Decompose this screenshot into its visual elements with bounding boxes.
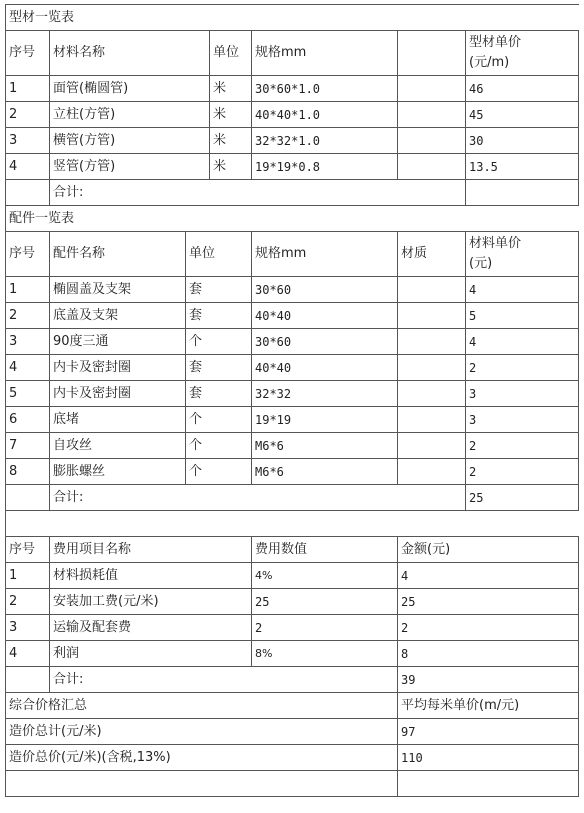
table-row <box>6 641 579 667</box>
parts-total-label: 合计: <box>50 485 466 511</box>
fee-no: 3 <box>6 615 50 641</box>
profile-header-row <box>6 31 579 76</box>
part-name: 内卡及密封圈 <box>50 381 186 407</box>
part-no: 7 <box>6 433 50 459</box>
fees-total-value: 39 <box>398 667 579 693</box>
part-material <box>398 277 466 303</box>
profile-header-name: 材料名称 <box>50 31 210 76</box>
part-no: 1 <box>6 277 50 303</box>
part-name: 90度三通 <box>50 329 186 355</box>
profile-name: 竖管(方管) <box>50 154 210 180</box>
parts-header-material: 材质 <box>398 232 466 277</box>
part-unit: 套 <box>186 381 252 407</box>
summary-total-price-value: 110 <box>398 745 579 771</box>
fee-value: 2 <box>252 615 398 641</box>
parts-header-no: 序号 <box>6 232 50 277</box>
fee-value: 8% <box>252 641 398 667</box>
fee-no: 4 <box>6 641 50 667</box>
parts-total-blank <box>6 485 50 511</box>
profile-spec: 30*60*1.0 <box>252 76 398 102</box>
part-material <box>398 381 466 407</box>
profile-no: 3 <box>6 128 50 154</box>
profile-price: 46 <box>466 76 579 102</box>
table-row <box>6 128 579 154</box>
profile-total-label: 合计: <box>50 180 466 206</box>
part-spec: 19*19 <box>252 407 398 433</box>
summary-total-cost-label: 造价总计(元/米) <box>6 719 398 745</box>
fee-value: 25 <box>252 589 398 615</box>
profile-header-blank <box>398 31 466 76</box>
table-row <box>6 277 579 303</box>
profile-blank <box>398 76 466 102</box>
part-spec: 30*60 <box>252 329 398 355</box>
price-table <box>5 4 579 797</box>
fee-name: 材料损耗值 <box>50 563 252 589</box>
part-spec: 32*32 <box>252 381 398 407</box>
parts-header-price <box>466 232 579 277</box>
part-spec: 30*60 <box>252 277 398 303</box>
table-row <box>6 102 579 128</box>
fee-amount: 8 <box>398 641 579 667</box>
part-no: 2 <box>6 303 50 329</box>
parts-header-price-line2: (元) <box>469 256 493 271</box>
parts-total-row <box>6 485 579 511</box>
fee-name: 利润 <box>50 641 252 667</box>
parts-section-title: 配件一览表 <box>6 206 579 232</box>
profile-no: 2 <box>6 102 50 128</box>
summary-avg-label: 平均每米单价(m/元) <box>398 693 579 719</box>
profile-no: 4 <box>6 154 50 180</box>
part-name: 自攻丝 <box>50 433 186 459</box>
profile-header-no: 序号 <box>6 31 50 76</box>
spacer-cell <box>6 511 579 537</box>
profile-name: 立柱(方管) <box>50 102 210 128</box>
part-unit: 套 <box>186 355 252 381</box>
profile-header-unit: 单位 <box>210 31 252 76</box>
profile-spec: 19*19*0.8 <box>252 154 398 180</box>
part-name: 底堵 <box>50 407 186 433</box>
table-row <box>6 563 579 589</box>
part-material <box>398 459 466 485</box>
part-spec: 40*40 <box>252 303 398 329</box>
part-no: 8 <box>6 459 50 485</box>
table-row <box>6 381 579 407</box>
profile-header-price-line2: (元/m) <box>469 55 510 70</box>
profile-unit: 米 <box>210 154 252 180</box>
part-no: 6 <box>6 407 50 433</box>
parts-header-unit: 单位 <box>186 232 252 277</box>
part-spec: M6*6 <box>252 433 398 459</box>
summary-blank-right <box>398 771 579 797</box>
profile-total-price <box>466 180 579 206</box>
table-row <box>6 459 579 485</box>
part-name: 内卡及密封圈 <box>50 355 186 381</box>
profile-header-price-line1: 型材单价 <box>469 35 522 50</box>
part-unit: 个 <box>186 329 252 355</box>
fee-name: 安装加工费(元/米) <box>50 589 252 615</box>
part-name: 膨胀螺丝 <box>50 459 186 485</box>
profile-no: 1 <box>6 76 50 102</box>
profile-price: 30 <box>466 128 579 154</box>
part-price: 3 <box>466 381 579 407</box>
summary-title: 综合价格汇总 <box>6 693 398 719</box>
part-no: 3 <box>6 329 50 355</box>
summary-blank-row <box>6 771 579 797</box>
table-row <box>6 154 579 180</box>
profile-blank <box>398 154 466 180</box>
part-material <box>398 407 466 433</box>
table-row <box>6 76 579 102</box>
fee-amount: 4 <box>398 563 579 589</box>
part-price: 4 <box>466 277 579 303</box>
part-material <box>398 329 466 355</box>
price-sheet <box>5 4 578 797</box>
fees-header-value: 费用数值 <box>252 537 398 563</box>
part-unit: 套 <box>186 303 252 329</box>
part-spec: M6*6 <box>252 459 398 485</box>
part-unit: 个 <box>186 433 252 459</box>
profile-price: 45 <box>466 102 579 128</box>
summary-total-price-label: 造价总价(元/米)(含税,13%) <box>6 745 398 771</box>
part-unit: 套 <box>186 277 252 303</box>
profile-unit: 米 <box>210 76 252 102</box>
fee-value: 4% <box>252 563 398 589</box>
profile-spec: 40*40*1.0 <box>252 102 398 128</box>
summary-title-row <box>6 693 579 719</box>
part-price: 2 <box>466 433 579 459</box>
profile-blank <box>398 102 466 128</box>
fees-total-blank <box>6 667 50 693</box>
parts-total-value: 25 <box>466 485 579 511</box>
part-price: 2 <box>466 459 579 485</box>
parts-header-spec: 规格mm <box>252 232 398 277</box>
profile-section-title: 型材一览表 <box>6 5 579 31</box>
part-price: 2 <box>466 355 579 381</box>
parts-title-row <box>6 206 579 232</box>
part-name: 椭圆盖及支架 <box>50 277 186 303</box>
part-name: 底盖及支架 <box>50 303 186 329</box>
profile-header-spec: 规格mm <box>252 31 398 76</box>
fees-header-name: 费用项目名称 <box>50 537 252 563</box>
profile-unit: 米 <box>210 128 252 154</box>
part-material <box>398 355 466 381</box>
profile-title-row <box>6 5 579 31</box>
part-material <box>398 433 466 459</box>
part-unit: 个 <box>186 459 252 485</box>
fee-no: 2 <box>6 589 50 615</box>
table-row <box>6 303 579 329</box>
profile-price: 13.5 <box>466 154 579 180</box>
part-price: 3 <box>466 407 579 433</box>
summary-total-cost-value: 97 <box>398 719 579 745</box>
part-price: 4 <box>466 329 579 355</box>
parts-header-price-line1: 材料单价 <box>469 236 522 251</box>
profile-total-row <box>6 180 579 206</box>
fees-total-label: 合计: <box>50 667 398 693</box>
table-row <box>6 589 579 615</box>
table-row <box>6 355 579 381</box>
fees-header-no: 序号 <box>6 537 50 563</box>
parts-header-row <box>6 232 579 277</box>
table-row <box>6 615 579 641</box>
table-row <box>6 433 579 459</box>
fees-header-row <box>6 537 579 563</box>
part-spec: 40*40 <box>252 355 398 381</box>
profile-total-blank <box>6 180 50 206</box>
profile-blank <box>398 128 466 154</box>
profile-name: 面管(椭圆管) <box>50 76 210 102</box>
profile-unit: 米 <box>210 102 252 128</box>
fee-amount: 25 <box>398 589 579 615</box>
parts-header-name: 配件名称 <box>50 232 186 277</box>
part-no: 4 <box>6 355 50 381</box>
part-material <box>398 303 466 329</box>
profile-name: 横管(方管) <box>50 128 210 154</box>
fees-header-amount: 金额(元) <box>398 537 579 563</box>
summary-cost-row <box>6 719 579 745</box>
profile-spec: 32*32*1.0 <box>252 128 398 154</box>
spacer-row <box>6 511 579 537</box>
summary-price-row <box>6 745 579 771</box>
part-price: 5 <box>466 303 579 329</box>
fee-name: 运输及配套费 <box>50 615 252 641</box>
part-unit: 个 <box>186 407 252 433</box>
fees-total-row <box>6 667 579 693</box>
summary-blank-left <box>6 771 398 797</box>
table-row <box>6 407 579 433</box>
part-no: 5 <box>6 381 50 407</box>
table-row <box>6 329 579 355</box>
fee-amount: 2 <box>398 615 579 641</box>
profile-header-price <box>466 31 579 76</box>
fee-no: 1 <box>6 563 50 589</box>
